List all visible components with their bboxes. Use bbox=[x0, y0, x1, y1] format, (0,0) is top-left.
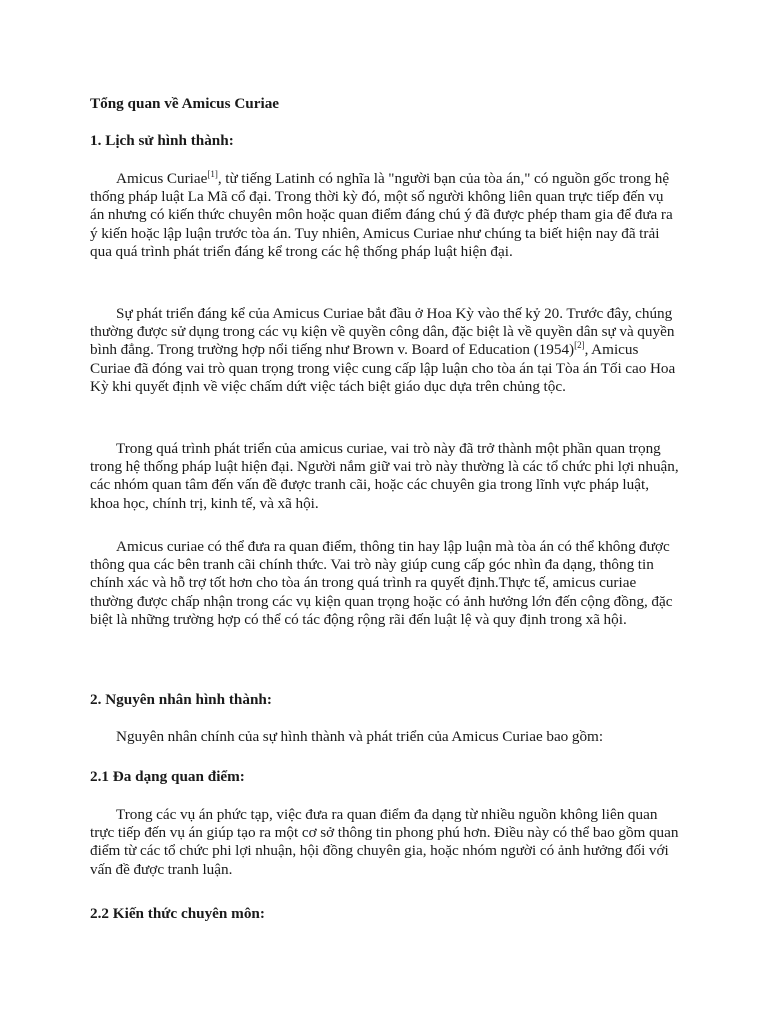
document-title: Tổng quan về Amicus Curiae bbox=[90, 95, 280, 112]
section-2-paragraph-1: Nguyên nhân chính của sự hình thành và phát triển của Amicus Curiae bao gồm: bbox=[116, 728, 604, 745]
section-2-1-paragraph-1: Trong các vụ án phức tạp, việc đưa ra quan điểm đa dạng từ nhiều nguồn không liên quan trực tiếp đến vụ án giúp tạo ra một cơ sở thông tin phong phú hơn. Điều này có thể bao gồm quan điểm từ các tổ chức phi lợi nhuận, hội đồng chuyên gia, hoặc nhóm người có ảnh hưởng đối với vấn đề được tranh luận. bbox=[90, 806, 679, 878]
footnote-ref-1[interactable]: [1] bbox=[207, 168, 218, 179]
section-1-paragraph-3: Trong quá trình phát triển của amicus curiae, vai trò này đã trở thành một phần quan trọng trong hệ thống pháp luật hiện đại. Người nắm giữ vai trò này thường là các tổ chức phi lợi nhuận, các nhóm quan tâm đến vấn đề được tranh cãi, hoặc các chuyên gia trong lĩnh vực pháp luật, khoa học, chính trị, kinh tế, và xã hội. bbox=[90, 440, 679, 512]
paragraph-text: Sự phát triển đáng kể của Amicus Curiae bắt đầu ở Hoa Kỳ vào thế kỷ 20. Trước đây, chúng thường được sử dụng trong các vụ kiện về quyền công dân, đặc biệt là về quyền dân sự và quyền bình đẳng. Trong trường hợp nổi tiếng như Brown v. Board of Education (1954) bbox=[90, 305, 675, 359]
section-2-2-heading: 2.2 Kiến thức chuyên môn: bbox=[90, 905, 265, 922]
section-1-paragraph-2 bbox=[90, 305, 680, 396]
paragraph-text: , từ tiếng Latinh có nghĩa là "người bạn của tòa án," có nguồn gốc trong hệ thống pháp luật La Mã cổ đại. Trong thời kỳ đó, một số người không liên quan trực tiếp đến vụ án nhưng có kiến thức chuyên môn hoặc quan điểm đáng chú ý đã được phép tham gia để đưa ra ý kiến hoặc lập luận trước tòa án. Tuy nhiên, Amicus Curiae như chúng ta biết hiện nay đã trải qua quá trình phát triển đáng kể trong các hệ thống pháp luật hiện đại. bbox=[90, 170, 673, 260]
section-1-paragraph-4: Amicus curiae có thể đưa ra quan điểm, thông tin hay lập luận mà tòa án có thể không được thông qua các bên tranh cãi chính thức. Vai trò này giúp cung cấp góc nhìn đa dạng, thông tin chính xác và hỗ trợ tốt hơn cho tòa án trong quá trình ra quyết định.Thực tế, amicus curiae thường được chấp nhận trong các vụ kiện quan trọng hoặc có ảnh hưởng lớn đến cộng đồng, đặc biệt là những trường hợp có thể có tác động rộng rãi đến luật lệ và quy định trong xã hội. bbox=[90, 538, 673, 628]
section-2-1-heading: 2.1 Đa dạng quan điểm: bbox=[90, 768, 245, 785]
paragraph-text: , Amicus Curiae đã đóng vai trò quan trọng trong việc cung cấp lập luận cho tòa án tại Tòa án Tối cao Hoa Kỳ khi quyết định về việc chấm dứt việc tách biệt giáo dục dựa trên chủng tộc. bbox=[90, 341, 676, 395]
section-1-heading: 1. Lịch sử hình thành: bbox=[90, 132, 234, 149]
paragraph-text: Amicus Curiae bbox=[116, 170, 208, 187]
footnote-ref-2[interactable]: [2] bbox=[574, 340, 585, 351]
section-1-paragraph-1 bbox=[90, 170, 680, 261]
section-2-heading: 2. Nguyên nhân hình thành: bbox=[90, 691, 272, 708]
